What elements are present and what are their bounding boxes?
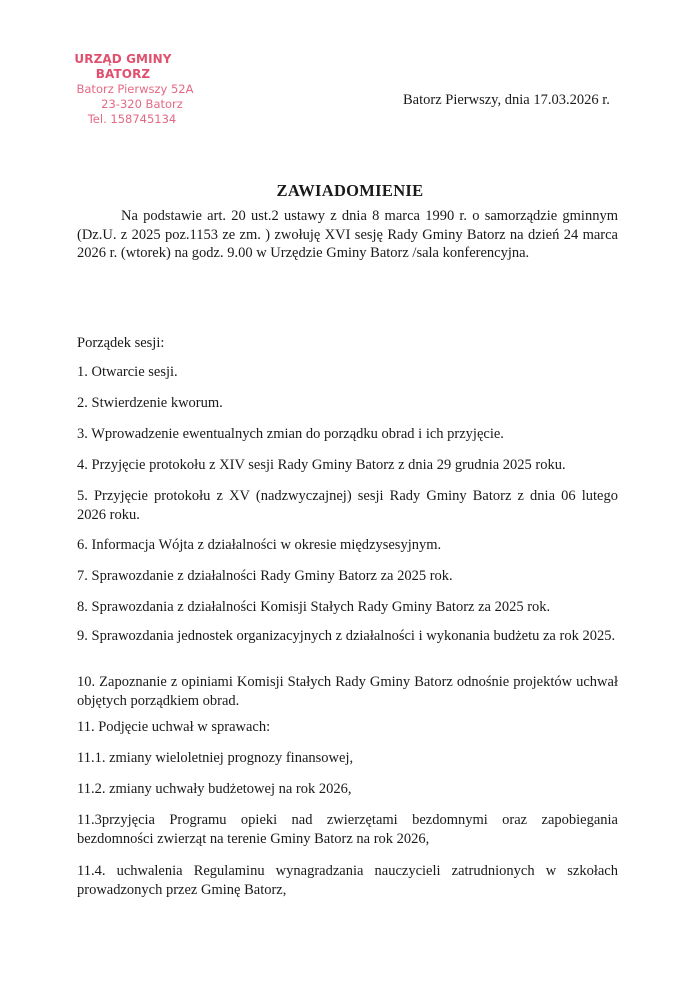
agenda-subitem: 11.2. zmiany uchwały budżetowej na rok 2026, — [77, 781, 352, 797]
agenda-item: 9. Sprawozdania jednostek organizacyjnych z działalności i wykonania budżetu za rok 2025. — [77, 628, 616, 644]
intro-paragraph: Na podstawie art. 20 ust.2 ustawy z dnia 8 marca 1990 r. o samorządzie gminnym (Dz.U. z 2025 poz.1153 ze zm. ) zwołuję XVI sesję Rady Gminy Batorz na dzień 24 marca 2026 r. (wtorek) na godz. 9.00 w Urzędzie Gminy Batorz /sala konferencyjna. — [77, 208, 618, 261]
agenda-item: 4. Przyjęcie protokołu z XIV sesji Rady Gminy Batorz z dnia 29 grudnia 2025 roku. — [77, 457, 566, 473]
agenda-item: 2. Stwierdzenie kworum. — [77, 395, 223, 411]
agenda-subitem: 11.4. uchwalenia Regulaminu wynagradzania nauczycieli zatrudnionych w szkołach prowadzonych przez Gminę Batorz, — [77, 863, 618, 898]
agenda-item: 10. Zapoznanie z opiniami Komisji Stałych Rady Gminy Batorz odnośnie projektów uchwał objętych porządkiem obrad. — [77, 674, 618, 709]
stamp-title: URZĄD GMINY BATORZ — [74, 52, 172, 81]
stamp-address: Batorz Pierwszy 52A — [76, 82, 194, 96]
agenda-item: 3. Wprowadzenie ewentualnych zmian do porządku obrad i ich przyjęcie. — [77, 426, 504, 442]
stamp-postal: 23-320 Batorz — [101, 97, 183, 111]
agenda-item: 5. Przyjęcie protokołu z XV (nadzwyczajnej) sesji Rady Gminy Batorz z dnia 06 lutego 2026 roku. — [77, 488, 618, 523]
agenda-item: 1. Otwarcie sesji. — [77, 364, 178, 380]
agenda-subitem: 11.1. zmiany wieloletniej prognozy finansowej, — [77, 750, 354, 766]
document-title: ZAWIADOMIENIE — [276, 181, 424, 200]
stamp-phone: Tel. 158745134 — [87, 112, 177, 126]
agenda-item: 11. Podjęcie uchwał w sprawach: — [77, 719, 271, 735]
agenda-item: 8. Sprawozdania z działalności Komisji Stałych Rady Gminy Batorz za 2025 rok. — [77, 599, 551, 615]
agenda-subitem: 11.3przyjęcia Programu opieki nad zwierzętami bezdomnymi oraz zapobiegania bezdomności zwierząt na terenie Gminy Batorz na rok 2026, — [77, 812, 618, 847]
place-date: Batorz Pierwszy, dnia 17.03.2026 r. — [403, 92, 610, 108]
agenda-heading: Porządek sesji: — [77, 335, 165, 351]
agenda-item: 7. Sprawozdanie z działalności Rady Gminy Batorz za 2025 rok. — [77, 568, 453, 584]
office-stamp — [50, 52, 200, 127]
agenda-item: 6. Informacja Wójta z działalności w okresie międzysesyjnym. — [77, 537, 442, 553]
